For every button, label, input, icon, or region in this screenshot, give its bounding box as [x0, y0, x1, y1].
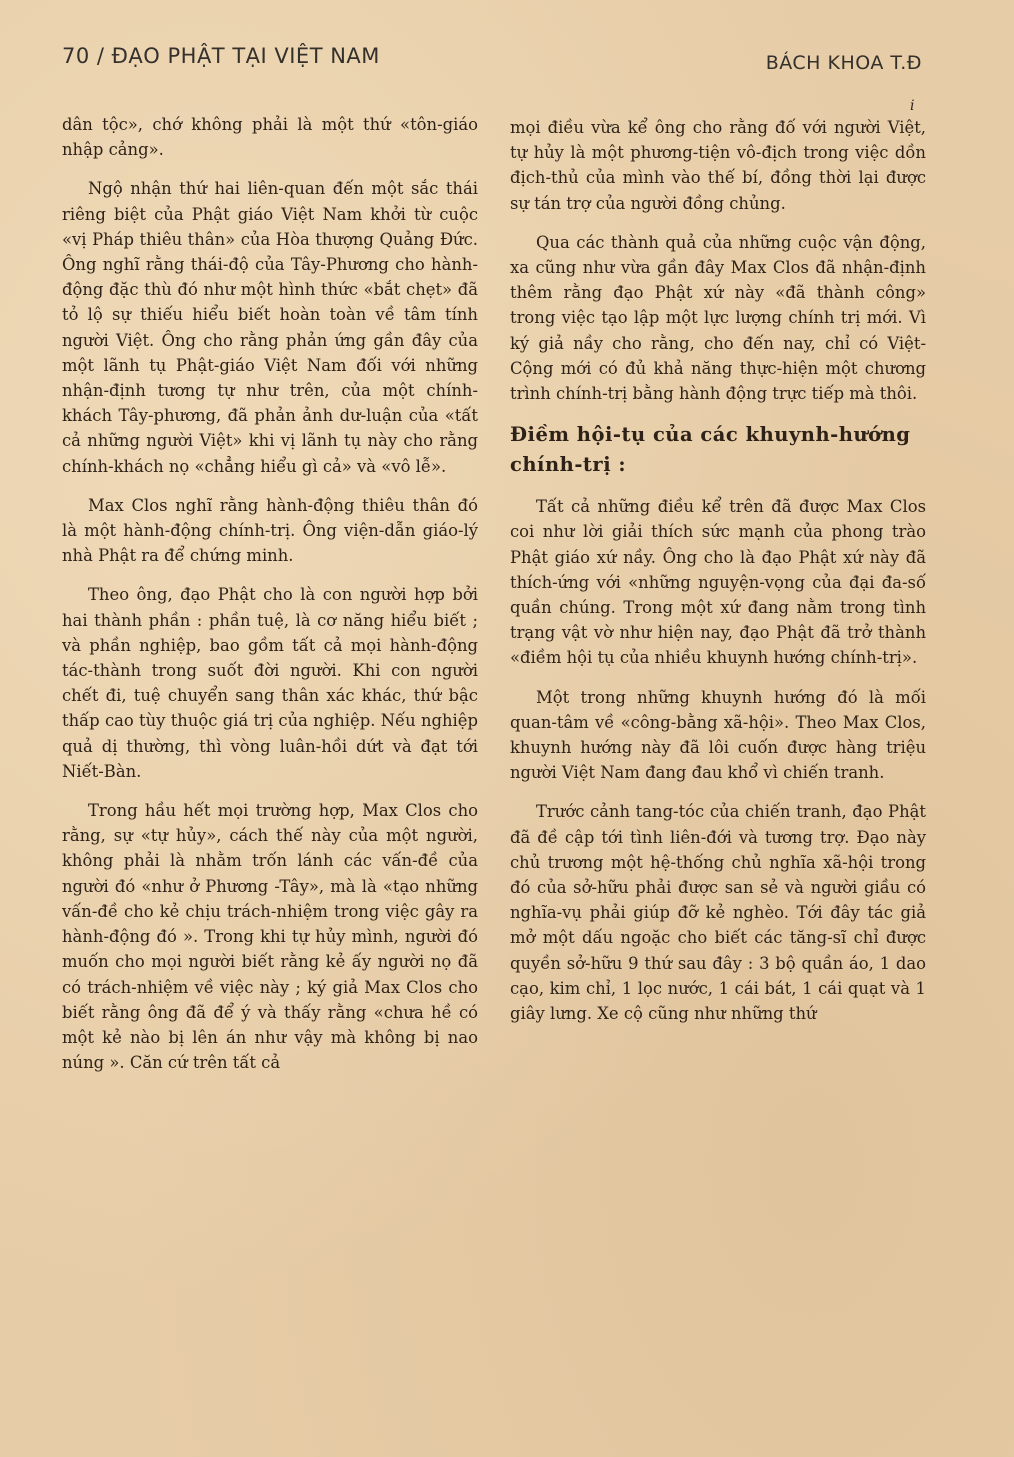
paragraph: Trong hầu hết mọi trường hợp, Max Clos cho rằng, sự «tự hủy», cách thế này của một người, không phải là nhằm trốn lánh các vấn-đề của người đó «như ở Phương -Tây», mà là «tạo những vấn-đề cho kẻ chịu trách-nhiệm trong việc gây ra hành-động đó ». Trong khi tự hủy mình, người đó muốn cho mọi người biết rằng kẻ ấy người nọ đã có trách-nhiệm về việc này ; ký giả Max Clos cho biết rằng ông đã để ý và thấy rằng «chưa hề có một kẻ nào bị lên án như vậy mà không bị nao núng ». Căn cứ trên tất cả — [62, 801, 478, 1073]
right-column — [510, 115, 926, 1040]
paragraph: Tất cả những điều kể trên đã được Max Clos coi như lời giải thích sức mạnh của phong trào Phật giáo xứ nầy. Ông cho là đạo Phật xứ này đã thích-ứng với «những nguyện-vọng của đại đa-số quần chúng. Trong một xứ đang nằm trong tình trạng vật vờ như hiện nay, đạo Phật đã trở thành «điềm hội tụ của nhiều khuynh hướng chính-trị». — [510, 497, 926, 668]
paragraph: Một trong những khuynh hướng đó là mối quan-tâm về «công-bằng xã-hội». Theo Max Clos, khuynh hướng này đã lôi cuốn được hàng triệu người Việt Nam đang đau khổ vì chiến tranh. — [510, 687, 926, 783]
page-header-right: BÁCH KHOA T.Đ — [765, 52, 922, 74]
paragraph: Theo ông, đạo Phật cho là con người hợp bởi hai thành phần : phần tuệ, là cơ năng hiểu biết ; và phần nghiệp, bao gồm tất cả mọi hành-động tác-thành trong suốt đời người. Khi con người chết đi, tuệ chuyển sang thân xác khác, thứ bậc thấp cao tùy thuộc giá trị của nghiệp. Nếu nghiệp quả dị thường, thì vòng luân-hồi dứt và đạt tới Niết-Bàn. — [62, 585, 478, 781]
paragraph: Qua các thành quả của những cuộc vận động, xa cũng như vừa gần đây Max Clos đã nhận-định thêm rằng đạo Phật xứ này «đã thành công» trong việc tạo lập một lực lượng chính trị mới. Vì ký giả nầy cho rằng, cho đến nay, chỉ có Việt-Cộng mới có đủ khả năng thực-hiện một chương trình chính-trị bằng hành động trực tiếp mà thôi. — [510, 232, 926, 404]
paragraph: Trước cảnh tang-tóc của chiến tranh, đạo Phật đã đề cập tới tình liên-đới và tương trợ. Đạo này chủ trương một hệ-thống chủ nghĩa xã-hội trong đó của sở-hữu phải được san sẻ và người giầu có nghĩa-vụ phải giúp đỡ kẻ nghèo. Tới đây tác giả mở một dấu ngoặc cho biết các tăng-sĩ chỉ được quyền sở-hữu 9 thứ sau đây : 3 bộ quần áo, 1 dao cạo, kim chỉ, 1 lọc nước, 1 cái bát, 1 cái quạt và 1 giây lưng. Xe cộ cũng như những thứ — [510, 802, 926, 1024]
paragraph: Ngộ nhận thứ hai liên-quan đến một sắc thái riêng biệt của Phật giáo Việt Nam khởi từ cuộc «vị Pháp thiêu thân» của Hòa thượng Quảng Đức. Ông nghĩ rằng thái-độ của Tây-Phương cho hành-động đặc thù đó như một hình thức «bắt chẹt» đã tỏ lộ sự thiếu hiểu biết hoàn toàn về tâm tính người Việt. Ông cho rằng phản ứng gần đây của một lãnh tụ Phật-giáo Việt Nam đối với những nhận-định tương tự như trên, của một chính-khách Tây-phương, đã phản ảnh dư-luận của «tất cả những người Việt» khi vị lãnh tụ này cho rằng chính-khách nọ «chẳng hiểu gì cả» và «vô lễ». — [62, 179, 478, 476]
corner-mark: i — [910, 98, 915, 114]
left-column — [62, 112, 478, 1089]
section-heading: Điềm hội-tụ của các khuynh-hướng chính-trị : — [510, 423, 911, 477]
paragraph: Max Clos nghĩ rằng hành-động thiêu thân đó là một hành-động chính-trị. Ông viện-dẫn giáo-lý nhà Phật ra để chứng minh. — [62, 495, 478, 566]
paragraph: mọi điều vừa kể ông cho rằng đố với người Việt, tự hủy là một phương-tiện vô-địch trong việc dồn địch-thủ của mình vào thế bí, đồng thời lại được sự tán trợ của người đồng chủng. — [510, 118, 926, 213]
paragraph: dân tộc», chớ không phải là một thứ «tôn-giáo nhập cảng». — [62, 115, 478, 160]
running-head — [62, 44, 922, 74]
page-header-left: 70 / ĐẠO PHẬT TẠI VIỆT NAM — [62, 44, 380, 68]
